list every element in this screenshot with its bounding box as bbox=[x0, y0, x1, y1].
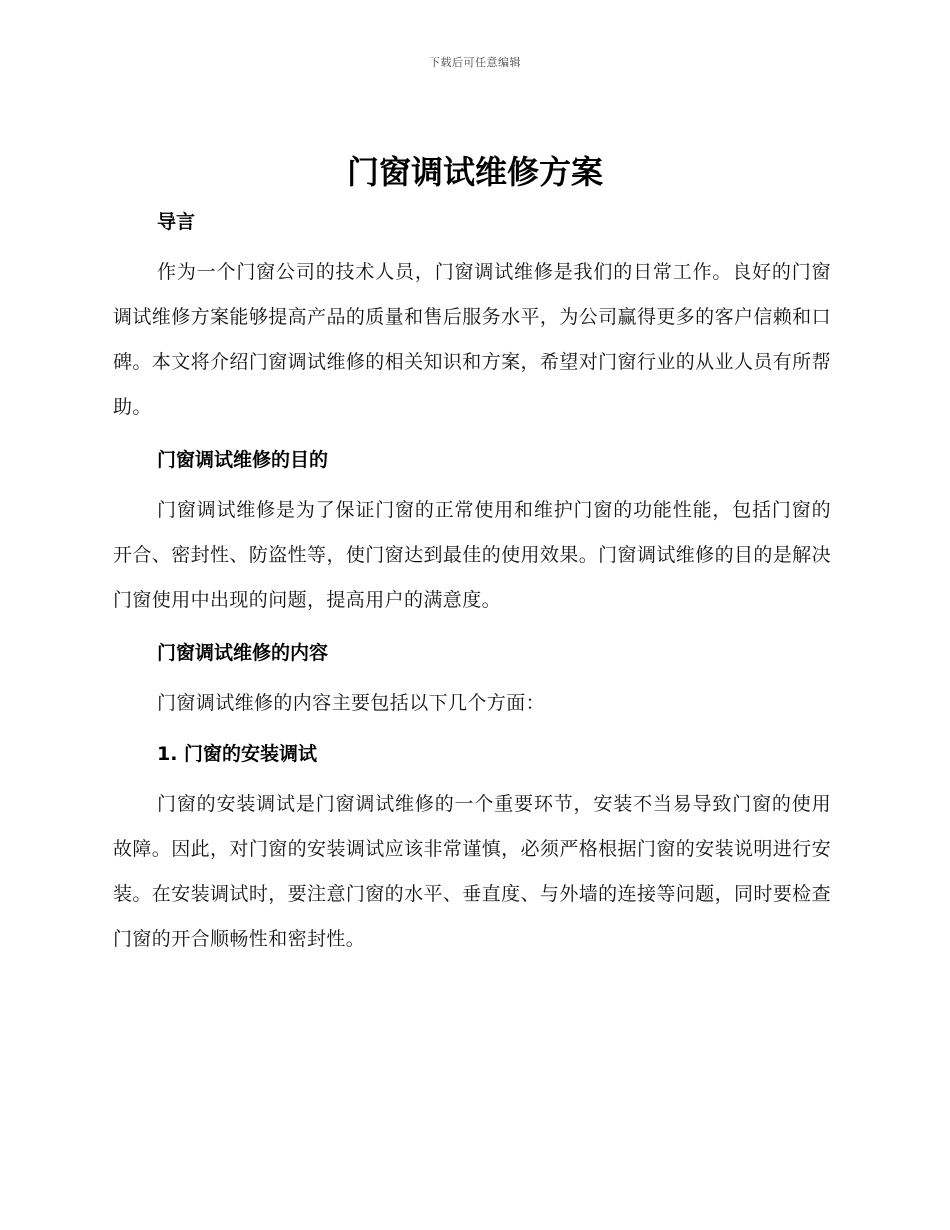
section-heading-content: 门窗调试维修的内容 bbox=[157, 642, 329, 664]
page-header-note: 下载后可任意编辑 bbox=[429, 56, 521, 69]
section-heading-intro: 导言 bbox=[157, 211, 196, 233]
paragraph-intro: 作为一个门窗公司的技术人员，门窗调试维修是我们的日常工作。良好的门窗调试维修方案能够提高产品的质量和售后服务水平，为公司赢得更多的客户信赖和口碑。本文将介绍门窗调试维修的相关知识和方案，希望对门窗行业的从业人员有所帮助。 bbox=[113, 261, 831, 418]
document-body bbox=[113, 204, 831, 962]
section-heading-install: 1. 门窗的安装调试 bbox=[157, 743, 318, 765]
paragraph-install: 门窗的安装调试是门窗调试维修的一个重要环节，安装不当易导致门窗的使用故障。因此，对门窗的安装调试应该非常谨慎，必须严格根据门窗的安装说明进行安装。在安装调试时，要注意门窗的水平、垂直度、与外墙的连接等问题，同时要检查门窗的开合顺畅性和密封性。 bbox=[113, 793, 831, 950]
paragraph-purpose: 门窗调试维修是为了保证门窗的正常使用和维护门窗的功能性能，包括门窗的开合、密封性、防盗性等，使门窗达到最佳的使用效果。门窗调试维修的目的是解决门窗使用中出现的问题，提高用户的满意度。 bbox=[113, 499, 831, 611]
section-heading-purpose: 门窗调试维修的目的 bbox=[157, 449, 329, 471]
paragraph-content: 门窗调试维修的内容主要包括以下几个方面： bbox=[157, 692, 546, 714]
document-title: 门窗调试维修方案 bbox=[346, 153, 603, 191]
